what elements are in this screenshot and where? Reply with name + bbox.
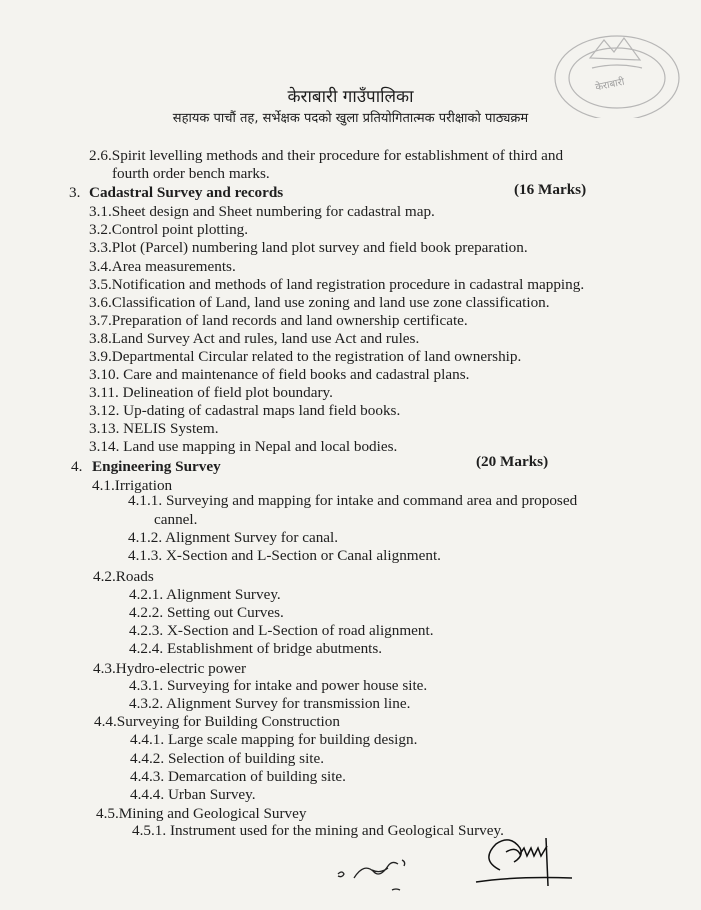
syllabus-line: 3.1.Sheet design and Sheet numbering for cadastral map. xyxy=(89,203,435,220)
syllabus-line: 3.6.Classification of Land, land use zoning and land use zone classification. xyxy=(89,294,550,311)
syllabus-line: 3.8.Land Survey Act and rules, land use Act and rules. xyxy=(89,330,420,347)
syllabus-line: 4.2.4. Establishment of bridge abutments. xyxy=(129,640,383,657)
syllabus-line: 3.10. Care and maintenance of field books and cadastral plans. xyxy=(89,366,470,383)
section-heading: Engineering Survey xyxy=(92,458,221,475)
syllabus-line: 2.6.Spirit levelling methods and their procedure for establishment of third and xyxy=(89,147,564,164)
syllabus-line: 4.2.1. Alignment Survey. xyxy=(129,586,281,603)
section-heading: Cadastral Survey and records xyxy=(89,184,284,201)
signature xyxy=(470,830,580,892)
syllabus-line: 4.1.1. Surveying and mapping for intake and command area and proposed xyxy=(128,492,578,509)
syllabus-line: 3.2.Control point plotting. xyxy=(89,221,249,238)
syllabus-line: 4.1.2. Alignment Survey for canal. xyxy=(128,529,339,546)
subsection-heading: 4.3.Hydro-electric power xyxy=(93,660,247,677)
svg-text:केराबारी: केराबारी xyxy=(594,76,626,94)
document-title: केराबारी गाउँपालिका xyxy=(287,87,414,107)
subsection-heading: 4.4.Surveying for Building Construction xyxy=(94,713,340,730)
syllabus-line: 4.1.3. X-Section and L-Section or Canal alignment. xyxy=(128,547,441,564)
subsection-heading: 4.1.Irrigation xyxy=(92,477,173,494)
section-number: 4. xyxy=(71,458,83,475)
syllabus-line: 3.11. Delineation of field plot boundary. xyxy=(89,384,333,401)
syllabus-line: 4.4.2. Selection of building site. xyxy=(130,750,325,767)
syllabus-line: 3.7.Preparation of land records and land ownership certificate. xyxy=(89,312,468,329)
syllabus-line: 4.2.3. X-Section and L-Section of road alignment. xyxy=(129,622,434,639)
syllabus-line: 3.3.Plot (Parcel) numbering land plot survey and field book preparation. xyxy=(89,239,528,256)
syllabus-line: 4.5.1. Instrument used for the mining and Geological Survey. xyxy=(132,822,504,839)
syllabus-line: 3.12. Up-dating of cadastral maps land field books. xyxy=(89,402,401,419)
initials-signature xyxy=(332,850,422,898)
document-subtitle: सहायक पाचौं तह, सर्भेक्षक पदको खुला प्रतियोगितात्मक परीक्षाको पाठ्यक्रम xyxy=(172,111,529,126)
syllabus-line: fourth order bench marks. xyxy=(112,165,270,182)
section-marks: (16 Marks) xyxy=(514,181,587,198)
syllabus-line: 4.3.2. Alignment Survey for transmission line. xyxy=(129,695,411,712)
syllabus-line: 4.3.1. Surveying for intake and power house site. xyxy=(129,677,428,694)
syllabus-line: 3.5.Notification and methods of land registration procedure in cadastral mapping. xyxy=(89,276,585,293)
syllabus-line: 3.4.Area measurements. xyxy=(89,258,236,275)
syllabus-line: 3.9.Departmental Circular related to the registration of land ownership. xyxy=(89,348,522,365)
subsection-heading: 4.5.Mining and Geological Survey xyxy=(96,805,307,822)
syllabus-line: 3.14. Land use mapping in Nepal and local bodies. xyxy=(89,438,398,455)
syllabus-line: 4.2.2. Setting out Curves. xyxy=(129,604,284,621)
syllabus-line: 3.13. NELIS System. xyxy=(89,420,219,437)
subsection-heading: 4.2.Roads xyxy=(93,568,154,585)
section-marks: (20 Marks) xyxy=(476,453,549,470)
syllabus-line: 4.4.3. Demarcation of building site. xyxy=(130,768,346,785)
section-number: 3. xyxy=(69,184,81,201)
syllabus-line: cannel. xyxy=(154,511,198,528)
syllabus-line: 4.4.1. Large scale mapping for building design. xyxy=(130,731,418,748)
syllabus-line: 4.4.4. Urban Survey. xyxy=(130,786,256,803)
